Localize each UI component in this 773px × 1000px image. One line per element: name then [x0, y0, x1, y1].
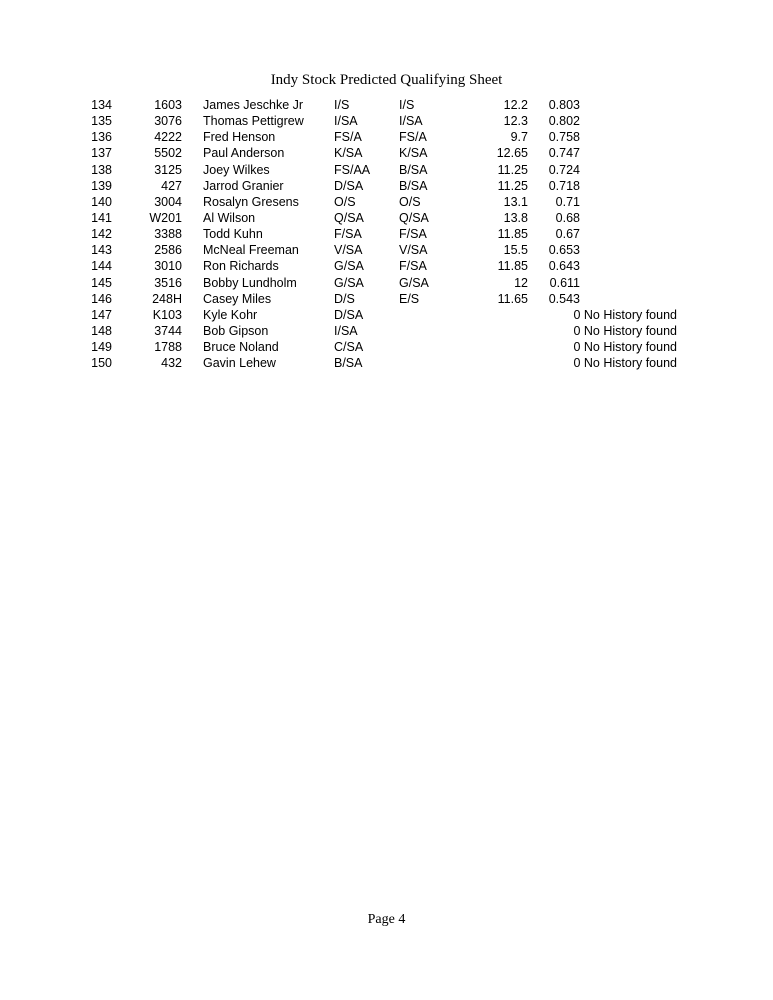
class-cell: K/SA	[334, 146, 363, 161]
position-cell: 139	[91, 178, 112, 193]
et-cell: 13.8	[503, 210, 528, 225]
reaction-time-cell: 0.611	[549, 275, 580, 290]
driver-name-cell: Al Wilson	[203, 210, 256, 225]
qualified-class-cell: K/SA	[399, 146, 428, 161]
reaction-time-cell: 0.802	[548, 114, 580, 129]
class-cell: D/SA	[334, 178, 364, 193]
class-cell: O/S	[334, 194, 356, 209]
car-number-cell: 3004	[154, 194, 182, 209]
position-cell: 138	[91, 162, 112, 177]
class-cell: FS/A	[334, 130, 362, 145]
driver-name-cell: Jarrod Granier	[203, 178, 284, 193]
qualified-class-cell: E/S	[399, 291, 420, 306]
class-cell: FS/AA	[334, 162, 371, 177]
position-cell: 135	[91, 114, 112, 129]
class-cell: D/S	[334, 291, 355, 306]
page-number: Page 4	[367, 912, 406, 927]
position-cell: 146	[91, 291, 112, 306]
page-title: Indy Stock Predicted Qualifying Sheet	[270, 72, 503, 88]
qualified-class-cell: I/SA	[399, 114, 423, 129]
table-row	[0, 210, 773, 226]
driver-name-cell: Bobby Lundholm	[203, 275, 297, 290]
table-row	[0, 242, 773, 258]
history-note-cell: 0 No History found	[573, 340, 677, 355]
qualified-class-cell: G/SA	[399, 275, 429, 290]
driver-name-cell: Gavin Lehew	[203, 356, 276, 371]
driver-name-cell: Fred Henson	[203, 130, 276, 145]
class-cell: F/SA	[334, 227, 362, 242]
position-cell: 134	[91, 98, 112, 112]
table-row	[0, 275, 773, 291]
car-number-cell: W201	[149, 210, 182, 225]
class-cell: I/SA	[334, 114, 358, 129]
position-cell: 150	[91, 356, 112, 371]
table-row	[0, 113, 773, 129]
table-row	[0, 226, 773, 242]
et-cell: 13.1	[503, 194, 528, 209]
qualified-class-cell: F/SA	[399, 227, 427, 242]
position-cell: 144	[91, 259, 112, 274]
qualified-class-cell: O/S	[399, 194, 421, 209]
reaction-time-cell: 0.543	[548, 291, 580, 306]
et-cell: 11.25	[497, 178, 528, 193]
driver-name-cell: Rosalyn Gresens	[203, 194, 299, 209]
table-row	[0, 355, 773, 371]
car-number-cell: 3076	[154, 114, 182, 129]
car-number-cell: 5502	[154, 146, 182, 161]
class-cell: G/SA	[334, 275, 364, 290]
et-cell: 12.65	[496, 146, 528, 161]
qualified-class-cell: B/SA	[399, 162, 428, 177]
et-cell: 11.25	[497, 162, 528, 177]
history-note-cell: 0 No History found	[573, 307, 677, 322]
car-number-cell: 2586	[154, 243, 182, 258]
qualifying-table	[0, 97, 773, 371]
driver-name-cell: Bob Gipson	[203, 323, 269, 338]
position-cell: 137	[91, 146, 112, 161]
driver-name-cell: Paul Anderson	[203, 146, 285, 161]
qualified-class-cell: FS/A	[399, 130, 427, 145]
class-cell: G/SA	[334, 259, 364, 274]
qualified-class-cell: F/SA	[399, 259, 427, 274]
car-number-cell: 3125	[154, 162, 182, 177]
car-number-cell: 1788	[154, 340, 182, 355]
car-number-cell: 432	[161, 356, 182, 371]
reaction-time-cell: 0.71	[555, 194, 580, 209]
reaction-time-cell: 0.67	[555, 227, 580, 242]
table-row	[0, 323, 773, 339]
table-row	[0, 339, 773, 355]
position-cell: 142	[91, 227, 112, 242]
car-number-cell: 248H	[152, 291, 182, 306]
position-cell: 143	[91, 243, 112, 258]
driver-name-cell: James Jeschke Jr	[203, 98, 304, 112]
class-cell: C/SA	[334, 340, 364, 355]
reaction-time-cell: 0.653	[548, 243, 580, 258]
table-row	[0, 258, 773, 274]
position-cell: 141	[91, 210, 112, 225]
position-cell: 145	[91, 275, 112, 290]
reaction-time-cell: 0.724	[548, 162, 580, 177]
driver-name-cell: McNeal Freeman	[203, 243, 299, 258]
car-number-cell: 1603	[154, 98, 182, 112]
position-cell: 136	[91, 130, 112, 145]
driver-name-cell: Bruce Noland	[203, 340, 279, 355]
history-note-cell: 0 No History found	[573, 323, 677, 338]
table-row	[0, 178, 773, 194]
car-number-cell: 4222	[154, 130, 182, 145]
history-note-cell: 0 No History found	[573, 356, 677, 371]
position-cell: 148	[91, 323, 112, 338]
reaction-time-cell: 0.643	[548, 259, 580, 274]
et-cell: 12	[514, 275, 528, 290]
qualified-class-cell: Q/SA	[399, 210, 429, 225]
et-cell: 12.2	[503, 98, 528, 112]
table-row	[0, 97, 773, 113]
driver-name-cell: Kyle Kohr	[203, 307, 258, 322]
reaction-time-cell: 0.718	[548, 178, 580, 193]
et-cell: 11.65	[497, 291, 528, 306]
et-cell: 11.85	[497, 227, 528, 242]
position-cell: 140	[91, 194, 112, 209]
car-number-cell: 3010	[154, 259, 182, 274]
et-cell: 11.85	[497, 259, 528, 274]
car-number-cell: 427	[161, 178, 182, 193]
class-cell: V/SA	[334, 243, 363, 258]
car-number-cell: K103	[152, 307, 182, 322]
table-row	[0, 129, 773, 145]
class-cell: Q/SA	[334, 210, 364, 225]
driver-name-cell: Todd Kuhn	[203, 227, 263, 242]
class-cell: B/SA	[334, 356, 363, 371]
table-row	[0, 145, 773, 161]
et-cell: 12.3	[503, 114, 528, 129]
qualified-class-cell: V/SA	[399, 243, 428, 258]
position-cell: 149	[91, 340, 112, 355]
class-cell: I/SA	[334, 323, 358, 338]
table-row	[0, 307, 773, 323]
position-cell: 147	[91, 307, 112, 322]
car-number-cell: 3744	[154, 323, 182, 338]
table-row	[0, 291, 773, 307]
reaction-time-cell: 0.747	[548, 146, 580, 161]
et-cell: 9.7	[510, 130, 528, 145]
table-row	[0, 162, 773, 178]
driver-name-cell: Casey Miles	[203, 291, 272, 306]
table-row	[0, 194, 773, 210]
driver-name-cell: Joey Wilkes	[203, 162, 270, 177]
qualified-class-cell: I/S	[399, 98, 415, 112]
reaction-time-cell: 0.758	[548, 130, 580, 145]
car-number-cell: 3516	[154, 275, 182, 290]
qualified-class-cell: B/SA	[399, 178, 428, 193]
reaction-time-cell: 0.803	[548, 98, 580, 112]
driver-name-cell: Thomas Pettigrew	[203, 114, 304, 129]
class-cell: I/S	[334, 98, 350, 112]
driver-name-cell: Ron Richards	[203, 259, 279, 274]
class-cell: D/SA	[334, 307, 364, 322]
car-number-cell: 3388	[154, 227, 182, 242]
et-cell: 15.5	[503, 243, 528, 258]
reaction-time-cell: 0.68	[555, 210, 580, 225]
